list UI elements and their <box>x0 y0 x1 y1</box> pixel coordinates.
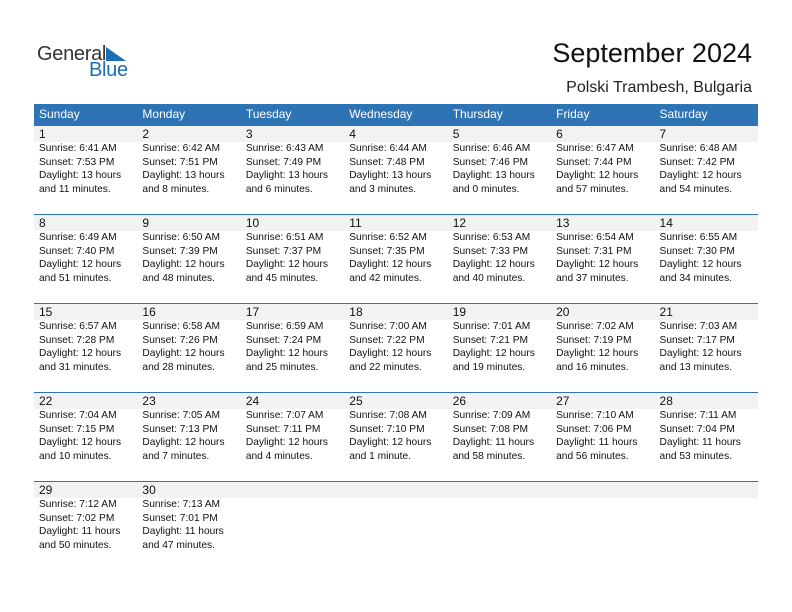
daylight-minutes-text: and 25 minutes. <box>245 361 319 373</box>
sunset-text: Sunset: 7:22 PM <box>349 334 425 346</box>
weekday-header <box>34 104 758 125</box>
day-number: 20 <box>556 305 570 319</box>
day-number: 22 <box>39 394 53 408</box>
logo-text-blue: Blue <box>89 59 128 81</box>
day-number: 4 <box>349 127 356 141</box>
daylight-text: Daylight: 13 hours <box>142 170 225 182</box>
sunrise-text: Sunrise: 6:53 AM <box>452 232 531 243</box>
day-number: 16 <box>142 305 156 319</box>
daylight-text: Daylight: 12 hours <box>142 348 225 360</box>
daylight-text: Daylight: 11 hours <box>39 526 121 538</box>
sunrise-text: Sunrise: 7:11 AM <box>659 410 737 421</box>
daylight-text: Daylight: 12 hours <box>39 437 122 449</box>
sunrise-text: Sunrise: 6:43 AM <box>245 143 324 154</box>
day-number: 28 <box>659 394 673 408</box>
day-number: 14 <box>659 216 673 230</box>
daylight-text: Daylight: 11 hours <box>142 526 224 538</box>
day-number: 15 <box>39 305 53 319</box>
daylight-text: Daylight: 11 hours <box>659 437 741 449</box>
daylight-minutes-text: and 11 minutes. <box>39 183 111 195</box>
daylight-text: Daylight: 12 hours <box>142 437 225 449</box>
day-number: 13 <box>556 216 570 230</box>
sunrise-text: Sunrise: 6:50 AM <box>142 232 221 243</box>
sunset-text: Sunset: 7:42 PM <box>659 156 735 168</box>
day-number: 29 <box>39 483 53 497</box>
sunrise-text: Sunrise: 6:55 AM <box>659 232 738 243</box>
day-number: 17 <box>245 305 260 319</box>
sunset-text: Sunset: 7:10 PM <box>349 423 425 435</box>
weekday-sunday: Sunday <box>39 107 80 121</box>
day-cell <box>448 126 551 196</box>
daylight-minutes-text: and 16 minutes. <box>556 361 629 373</box>
day-cell <box>551 304 654 374</box>
brand-logo <box>37 41 137 81</box>
sunset-text: Sunset: 7:31 PM <box>556 245 632 257</box>
weekday-thursday: Thursday <box>452 107 503 121</box>
day-number: 2 <box>142 127 150 141</box>
daylight-text: Daylight: 11 hours <box>452 437 535 449</box>
day-number: 3 <box>245 127 253 141</box>
sunset-text: Sunset: 7:13 PM <box>142 423 218 435</box>
daylight-minutes-text: and 42 minutes. <box>349 272 422 284</box>
daylight-minutes-text: and 37 minutes. <box>556 272 629 284</box>
daylight-minutes-text: and 1 minute. <box>349 450 411 462</box>
sunrise-text: Sunrise: 6:46 AM <box>452 143 531 154</box>
day-cell <box>241 304 344 374</box>
day-number: 21 <box>659 305 673 319</box>
day-cell <box>34 126 137 196</box>
day-cell <box>241 393 344 463</box>
daylight-text: Daylight: 12 hours <box>556 348 639 360</box>
day-cell <box>34 393 137 463</box>
sunset-text: Sunset: 7:02 PM <box>39 512 115 524</box>
daylight-text: Daylight: 11 hours <box>556 437 638 449</box>
day-cell <box>551 393 654 463</box>
day-cell <box>34 304 137 374</box>
daylight-minutes-text: and 0 minutes. <box>452 183 520 195</box>
calendar-title: September 2024 <box>552 38 752 68</box>
daylight-minutes-text: and 50 minutes. <box>39 539 112 551</box>
daylight-text: Daylight: 12 hours <box>39 259 122 271</box>
sunrise-text: Sunrise: 7:08 AM <box>349 410 427 421</box>
daylight-minutes-text: and 10 minutes. <box>39 450 112 462</box>
sunrise-text: Sunrise: 6:57 AM <box>39 321 117 332</box>
day-cell <box>137 126 240 196</box>
sunset-text: Sunset: 7:21 PM <box>452 334 529 346</box>
sunset-text: Sunset: 7:01 PM <box>142 512 218 524</box>
calendar-week <box>34 214 758 303</box>
day-cell <box>448 304 551 374</box>
sunrise-text: Sunrise: 7:07 AM <box>245 410 324 421</box>
sunrise-text: Sunrise: 6:58 AM <box>142 321 221 332</box>
day-number: 27 <box>556 394 570 408</box>
sunset-text: Sunset: 7:35 PM <box>349 245 425 257</box>
sunset-text: Sunset: 7:19 PM <box>556 334 632 346</box>
weekday-tuesday: Tuesday <box>245 107 292 121</box>
day-cell <box>551 215 654 285</box>
sunset-text: Sunset: 7:48 PM <box>349 156 425 168</box>
day-cell <box>344 215 447 285</box>
day-cell <box>655 304 758 374</box>
day-number: 10 <box>245 216 260 230</box>
day-cell <box>137 215 240 285</box>
sunrise-text: Sunrise: 7:09 AM <box>452 410 531 421</box>
weekday-saturday: Saturday <box>659 107 708 121</box>
weekday-friday: Friday <box>556 107 590 121</box>
daylight-minutes-text: and 45 minutes. <box>245 272 319 284</box>
daylight-minutes-text: and 47 minutes. <box>142 539 215 551</box>
daylight-text: Daylight: 12 hours <box>659 170 742 182</box>
day-cell <box>137 304 240 374</box>
day-number: 5 <box>452 127 460 141</box>
daylight-text: Daylight: 12 hours <box>349 259 432 271</box>
sunrise-text: Sunrise: 7:04 AM <box>39 410 117 421</box>
daylight-minutes-text: and 28 minutes. <box>142 361 215 373</box>
daylight-text: Daylight: 12 hours <box>659 259 742 271</box>
sunrise-text: Sunrise: 6:48 AM <box>659 143 738 154</box>
sunrise-text: Sunrise: 6:51 AM <box>245 232 324 243</box>
daylight-text: Daylight: 13 hours <box>245 170 328 182</box>
sunrise-text: Sunrise: 6:47 AM <box>556 143 634 154</box>
day-cell <box>137 393 240 463</box>
sunset-text: Sunset: 7:30 PM <box>659 245 735 257</box>
day-cell <box>34 215 137 285</box>
sunset-text: Sunset: 7:53 PM <box>39 156 115 168</box>
day-number: 23 <box>142 394 156 408</box>
daylight-text: Daylight: 13 hours <box>39 170 122 182</box>
day-cell <box>34 482 137 552</box>
daylight-minutes-text: and 51 minutes. <box>39 272 112 284</box>
sunset-text: Sunset: 7:40 PM <box>39 245 115 257</box>
sunrise-text: Sunrise: 6:54 AM <box>556 232 634 243</box>
calendar-grid <box>34 104 758 570</box>
sunrise-text: Sunrise: 6:41 AM <box>39 143 117 154</box>
daylight-minutes-text: and 7 minutes. <box>142 450 210 462</box>
daylight-minutes-text: and 34 minutes. <box>659 272 733 284</box>
sunrise-text: Sunrise: 6:42 AM <box>142 143 221 154</box>
daylight-minutes-text: and 8 minutes. <box>142 183 210 195</box>
daylight-text: Daylight: 13 hours <box>349 170 432 182</box>
sunset-text: Sunset: 7:46 PM <box>452 156 529 168</box>
daylight-text: Daylight: 12 hours <box>659 348 742 360</box>
sunrise-text: Sunrise: 6:59 AM <box>245 321 324 332</box>
day-cell <box>344 126 447 196</box>
day-cell <box>241 215 344 285</box>
daylight-text: Daylight: 12 hours <box>349 348 432 360</box>
day-number: 19 <box>452 305 467 319</box>
sunrise-text: Sunrise: 6:52 AM <box>349 232 427 243</box>
day-cell <box>137 482 240 552</box>
daylight-text: Daylight: 12 hours <box>349 437 432 449</box>
sunset-text: Sunset: 7:49 PM <box>245 156 322 168</box>
day-cell <box>241 126 344 196</box>
day-cell <box>344 304 447 374</box>
day-number: 7 <box>659 127 667 141</box>
day-number: 1 <box>39 127 46 141</box>
daylight-minutes-text: and 6 minutes. <box>245 183 313 195</box>
daylight-minutes-text: and 56 minutes. <box>556 450 629 462</box>
sunrise-text: Sunrise: 7:02 AM <box>556 321 634 332</box>
calendar-week <box>34 481 758 570</box>
daylight-minutes-text: and 3 minutes. <box>349 183 417 195</box>
day-number: 12 <box>452 216 467 230</box>
sunrise-text: Sunrise: 7:05 AM <box>142 410 221 421</box>
daylight-minutes-text: and 13 minutes. <box>659 361 733 373</box>
daylight-minutes-text: and 40 minutes. <box>452 272 526 284</box>
day-number: 24 <box>245 394 260 408</box>
daylight-minutes-text: and 19 minutes. <box>452 361 526 373</box>
sunrise-text: Sunrise: 7:12 AM <box>39 499 117 510</box>
sunrise-text: Sunrise: 7:01 AM <box>452 321 531 332</box>
calendar-week <box>34 125 758 214</box>
daylight-minutes-text: and 4 minutes. <box>245 450 313 462</box>
daylight-minutes-text: and 53 minutes. <box>659 450 733 462</box>
daylight-minutes-text: and 57 minutes. <box>556 183 629 195</box>
calendar-week <box>34 303 758 392</box>
daylight-text: Daylight: 12 hours <box>556 259 639 271</box>
sunset-text: Sunset: 7:26 PM <box>142 334 218 346</box>
sunset-text: Sunset: 7:08 PM <box>452 423 529 435</box>
daylight-minutes-text: and 58 minutes. <box>452 450 526 462</box>
daylight-text: Daylight: 12 hours <box>245 259 328 271</box>
sunset-text: Sunset: 7:51 PM <box>142 156 218 168</box>
day-number: 9 <box>142 216 150 230</box>
weekday-monday: Monday <box>142 107 186 121</box>
sunset-text: Sunset: 7:28 PM <box>39 334 115 346</box>
daylight-text: Daylight: 12 hours <box>39 348 122 360</box>
day-number: 18 <box>349 305 363 319</box>
daylight-text: Daylight: 12 hours <box>142 259 225 271</box>
day-number: 11 <box>349 216 362 230</box>
daylight-text: Daylight: 12 hours <box>556 170 639 182</box>
sunset-text: Sunset: 7:24 PM <box>245 334 322 346</box>
day-cell <box>655 126 758 196</box>
daylight-minutes-text: and 22 minutes. <box>349 361 422 373</box>
sunset-text: Sunset: 7:04 PM <box>659 423 735 435</box>
calendar-location: Polski Trambesh, Bulgaria <box>566 79 752 96</box>
sunset-text: Sunset: 7:37 PM <box>245 245 322 257</box>
sunrise-text: Sunrise: 6:49 AM <box>39 232 117 243</box>
daylight-text: Daylight: 13 hours <box>452 170 535 182</box>
day-cell <box>655 393 758 463</box>
day-number: 8 <box>39 216 46 230</box>
logo-text-general: General <box>37 43 107 65</box>
weekday-wednesday: Wednesday <box>349 107 413 121</box>
day-cell <box>344 393 447 463</box>
sunset-text: Sunset: 7:06 PM <box>556 423 632 435</box>
sunset-text: Sunset: 7:39 PM <box>142 245 218 257</box>
daylight-text: Daylight: 12 hours <box>452 259 535 271</box>
sunrise-text: Sunrise: 7:00 AM <box>349 321 427 332</box>
daylight-text: Daylight: 12 hours <box>245 437 328 449</box>
calendar-week <box>34 392 758 481</box>
sunrise-text: Sunrise: 7:10 AM <box>556 410 634 421</box>
day-number: 25 <box>349 394 363 408</box>
sunrise-text: Sunrise: 6:44 AM <box>349 143 427 154</box>
daylight-minutes-text: and 31 minutes. <box>39 361 112 373</box>
day-cell <box>655 215 758 285</box>
sunset-text: Sunset: 7:11 PM <box>245 423 321 435</box>
daylight-minutes-text: and 48 minutes. <box>142 272 215 284</box>
day-number: 26 <box>452 394 467 408</box>
day-cell <box>448 393 551 463</box>
calendar-weeks <box>34 125 758 570</box>
sunrise-text: Sunrise: 7:03 AM <box>659 321 738 332</box>
daylight-minutes-text: and 54 minutes. <box>659 183 733 195</box>
day-number: 6 <box>556 127 563 141</box>
day-cell <box>448 215 551 285</box>
sunset-text: Sunset: 7:33 PM <box>452 245 529 257</box>
daylight-text: Daylight: 12 hours <box>452 348 535 360</box>
sunrise-text: Sunrise: 7:13 AM <box>142 499 221 510</box>
day-cell <box>551 126 654 196</box>
day-number: 30 <box>142 483 156 497</box>
sunset-text: Sunset: 7:44 PM <box>556 156 632 168</box>
sunset-text: Sunset: 7:15 PM <box>39 423 115 435</box>
daylight-text: Daylight: 12 hours <box>245 348 328 360</box>
sunset-text: Sunset: 7:17 PM <box>659 334 735 346</box>
